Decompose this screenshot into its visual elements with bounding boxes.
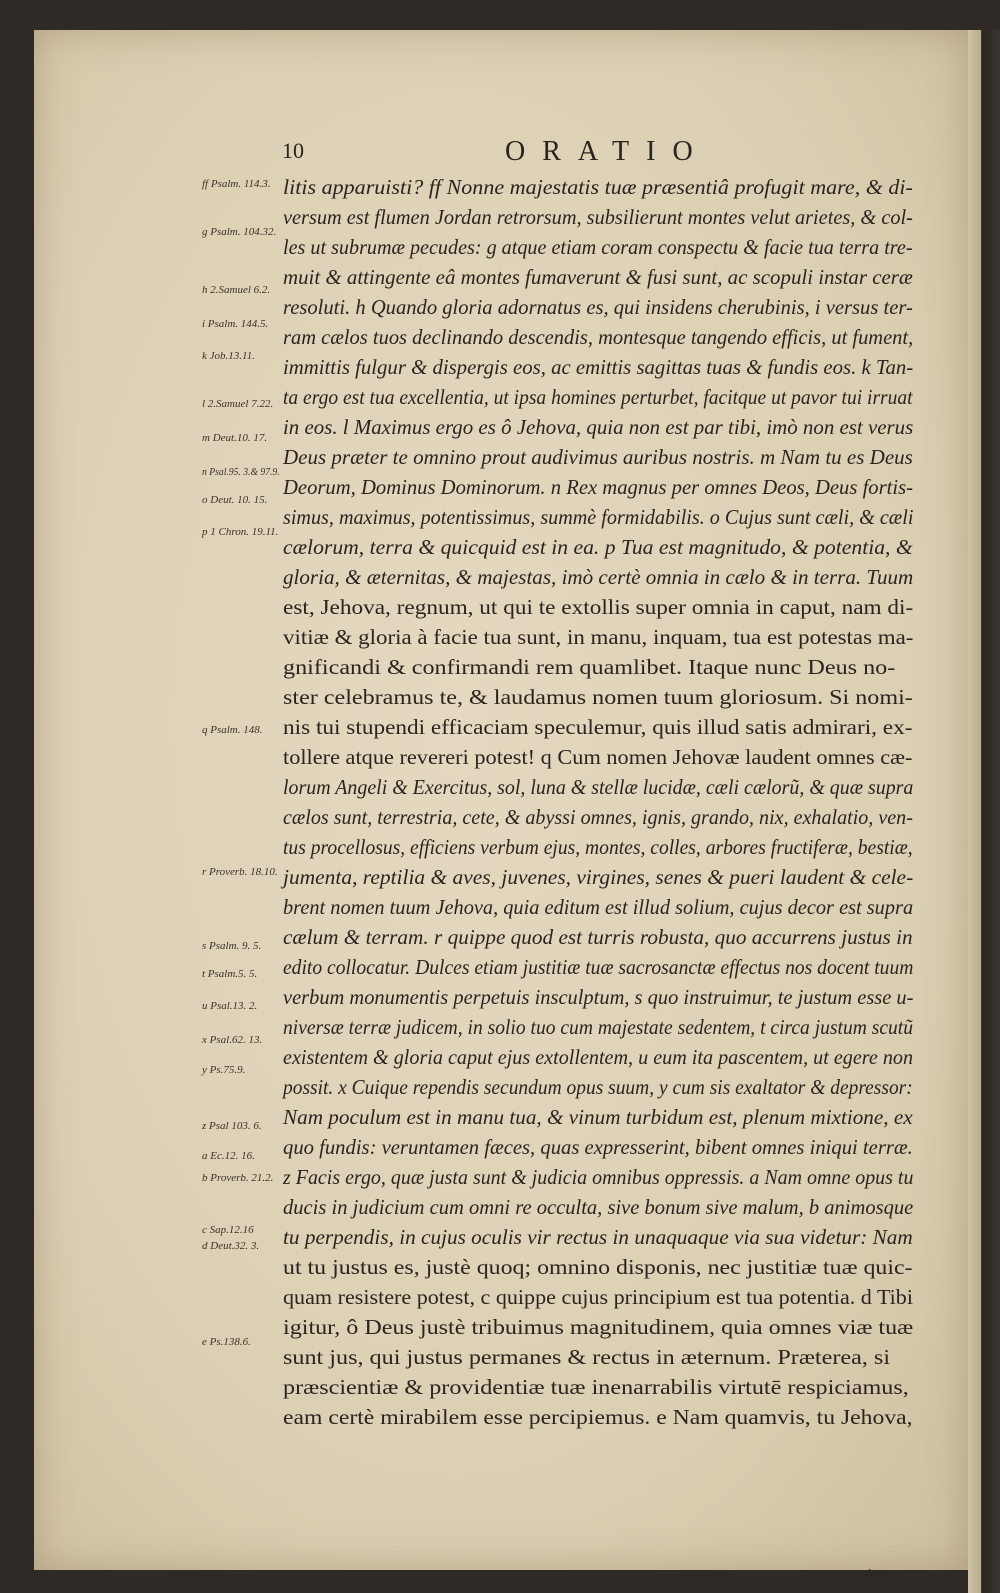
text-line: versum est flumen Jordan retrorsum, subsilierunt montes velut arietes, & col- bbox=[283, 205, 913, 229]
text-line: possit. x Cuique rependis secundum opus suum, y cum sis exaltator & depressor: bbox=[283, 1075, 913, 1099]
text-line: igitur, ô Deus justè tribuimus magnitudinem, quia omnes viæ tuæ bbox=[283, 1315, 914, 1339]
catchword: elatu- bbox=[862, 1566, 890, 1580]
text-line: ta ergo est tua excellentia, ut ipsa homines perturbet, facitque ut pavor tui irruat bbox=[283, 385, 913, 409]
margin-note: s Psalm. 9. 5. bbox=[202, 940, 262, 952]
text-line: Deus præter te omnino prout audivimus auribus nostris. m Nam tu es Deus bbox=[283, 445, 913, 469]
text-line: resoluti. h Quando gloria adornatus es, qui insidens cherubinis, i versus ter- bbox=[283, 295, 913, 319]
margin-note: n Psal.95. 3.& 97.9. bbox=[202, 466, 280, 478]
margin-note: c Sap.12.16 bbox=[202, 1224, 254, 1236]
text-line: brent nomen tuum Jehova, quia editum est illud solium, cujus decor est supra bbox=[283, 895, 914, 919]
margin-note: t Psalm.5. 5. bbox=[202, 968, 258, 980]
text-line: muit & attingente eâ montes fumaverunt & fusi sunt, ac scopuli instar ceræ bbox=[283, 265, 913, 289]
text-line: est, Jehova, regnum, ut qui te extollis super omnia in caput, nam di- bbox=[283, 595, 914, 619]
text-line: tollere atque revereri potest! q Cum nomen Jehovæ laudent omnes cæ- bbox=[283, 745, 913, 769]
margin-note: l 2.Samuel 7.22. bbox=[202, 398, 274, 410]
text-line: z Facis ergo, quæ justa sunt & judicia omnibus oppressis. a Nam omne opus tu bbox=[283, 1165, 914, 1189]
margin-note: i Psalm. 144.5. bbox=[202, 318, 269, 330]
text-line: in eos. l Maximus ergo es ô Jehova, quia non est par tibi, imò non est verus bbox=[283, 415, 914, 439]
text-line: Nam poculum est in manu tua, & vinum turbidum est, plenum mixtione, ex bbox=[283, 1105, 913, 1129]
text-line: ducis in judicium cum omni re occulta, sive bonum sive malum, b animosque bbox=[283, 1195, 914, 1219]
text-line: tus procellosus, efficiens verbum ejus, montes, colles, arbores fructiferæ, bestiæ, bbox=[283, 835, 913, 859]
text-line: les ut subrumæ pecudes: g atque etiam coram conspectu & facie tua terra tre- bbox=[283, 235, 913, 259]
text-line: cælos sunt, terrestria, cete, & abyssi omnes, ignis, grando, nix, exhalatio, ven- bbox=[283, 805, 913, 829]
margin-note: y Ps.75.9. bbox=[202, 1064, 246, 1076]
text-line: niversæ terræ judicem, in solio tuo cum majestate sedentem, t circa justum scutũ bbox=[283, 1015, 913, 1039]
margin-note: m Deut.10. 17. bbox=[202, 432, 268, 444]
text-line: sunt jus, qui justus permanes & rectus in æternum. Præterea, si bbox=[283, 1345, 891, 1369]
running-head: ORATIO bbox=[505, 136, 710, 167]
text-line: lorum Angeli & Exercitus, sol, luna & stellæ lucidæ, cæli cælorũ, & quæ supra bbox=[283, 775, 914, 799]
margin-note: o Deut. 10. 15. bbox=[202, 494, 268, 506]
text-line: cælorum, terra & quicquid est in ea. p Tua est magnitudo, & potentia, & bbox=[283, 535, 913, 559]
text-line: ram cælos tuos declinando descendis, montesque tangendo efficis, ut fument, bbox=[283, 325, 914, 349]
text-line: immittis fulgur & dispergis eos, ac emittis sagittas tuas & fundis eos. k Tan- bbox=[283, 355, 914, 379]
text-line: tu perpendis, in cujus oculis vir rectus in unaquaque via sua videtur: Nam bbox=[283, 1225, 913, 1249]
margin-note: d Deut.32. 3. bbox=[202, 1240, 260, 1252]
margin-note: u Psal.13. 2. bbox=[202, 1000, 258, 1012]
text-line: jumenta, reptilia & aves, juvenes, virgines, senes & pueri laudent & cele- bbox=[283, 865, 914, 889]
margin-note: e Ps.138.6. bbox=[202, 1336, 251, 1348]
margin-note: r Proverb. 18.10. bbox=[202, 866, 278, 878]
text-line: verbum monumentis perpetuis insculptum, s quo instruimur, te justum esse u- bbox=[283, 985, 914, 1009]
text-line: cælum & terram. r quippe quod est turris robusta, quo accurrens justus in bbox=[283, 925, 913, 949]
text-line: edito collocatur. Dulces etiam justitiæ tuæ sacrosanctæ effectus nos docent tuum bbox=[283, 955, 914, 979]
text-line: eam certè mirabilem esse percipiemus. e Nam quamvis, tu Jehova, bbox=[283, 1405, 913, 1429]
margin-note: h 2.Samuel 6.2. bbox=[202, 284, 271, 296]
margin-note: p 1 Chron. 19.11. bbox=[202, 526, 279, 538]
margin-note: k Job.13.11. bbox=[202, 350, 255, 362]
margin-note: q Psalm. 148. bbox=[202, 724, 263, 736]
text-line: quam resistere potest, c quippe cujus principium est tua potentia. d Tibi bbox=[283, 1285, 913, 1309]
text-line: Deorum, Dominus Dominorum. n Rex magnus per omnes Deos, Deus fortis- bbox=[283, 475, 914, 499]
text-line: quo fundis: veruntamen fæces, quas expresserint, bibent omnes iniqui terræ. bbox=[283, 1135, 913, 1159]
text-line: præscientiæ & providentiæ tuæ inenarrabilis virtutē respiciamus, bbox=[283, 1375, 909, 1399]
text-line: gloria, & æternitas, & majestas, imò certè omnia in cælo & in terra. Tuum bbox=[283, 565, 914, 589]
text-line: existentem & gloria caput ejus extollentem, u eum ita pascentem, ut egere non bbox=[283, 1045, 914, 1069]
margin-note: z Psal 103. 6. bbox=[202, 1120, 262, 1132]
page-edge bbox=[968, 30, 1000, 1593]
margin-note: a Ec.12. 16. bbox=[202, 1150, 255, 1162]
text-line: ut tu justus es, justè quoq; omnino disponis, nec justitiæ tuæ quic- bbox=[283, 1255, 913, 1279]
margin-note: b Proverb. 21.2. bbox=[202, 1172, 274, 1184]
text-line: litis apparuisti? ff Nonne majestatis tuæ præsentiâ profugit mare, & di- bbox=[283, 175, 913, 199]
margin-note: g Psalm. 104.32. bbox=[202, 226, 277, 238]
page-number: 10 bbox=[282, 138, 304, 163]
text-line: ster celebramus te, & laudamus nomen tuum gloriosum. Si nomi- bbox=[283, 685, 913, 709]
text-line: simus, maximus, potentissimus, summè formidabilis. o Cujus sunt cæli, & cæli bbox=[283, 505, 914, 529]
text-line: nis tui stupendi efficaciam speculemur, quis illud satis admirari, ex- bbox=[283, 715, 913, 739]
margin-note: ff Psalm. 114.3. bbox=[202, 178, 271, 190]
text-line: gnificandi & confirmandi rem quamlibet. Itaque nunc Deus no- bbox=[283, 655, 896, 679]
margin-note: x Psal.62. 13. bbox=[202, 1034, 263, 1046]
text-line: vitiæ & gloria à facie tua sunt, in manu, inquam, tua est potestas ma- bbox=[283, 625, 914, 649]
